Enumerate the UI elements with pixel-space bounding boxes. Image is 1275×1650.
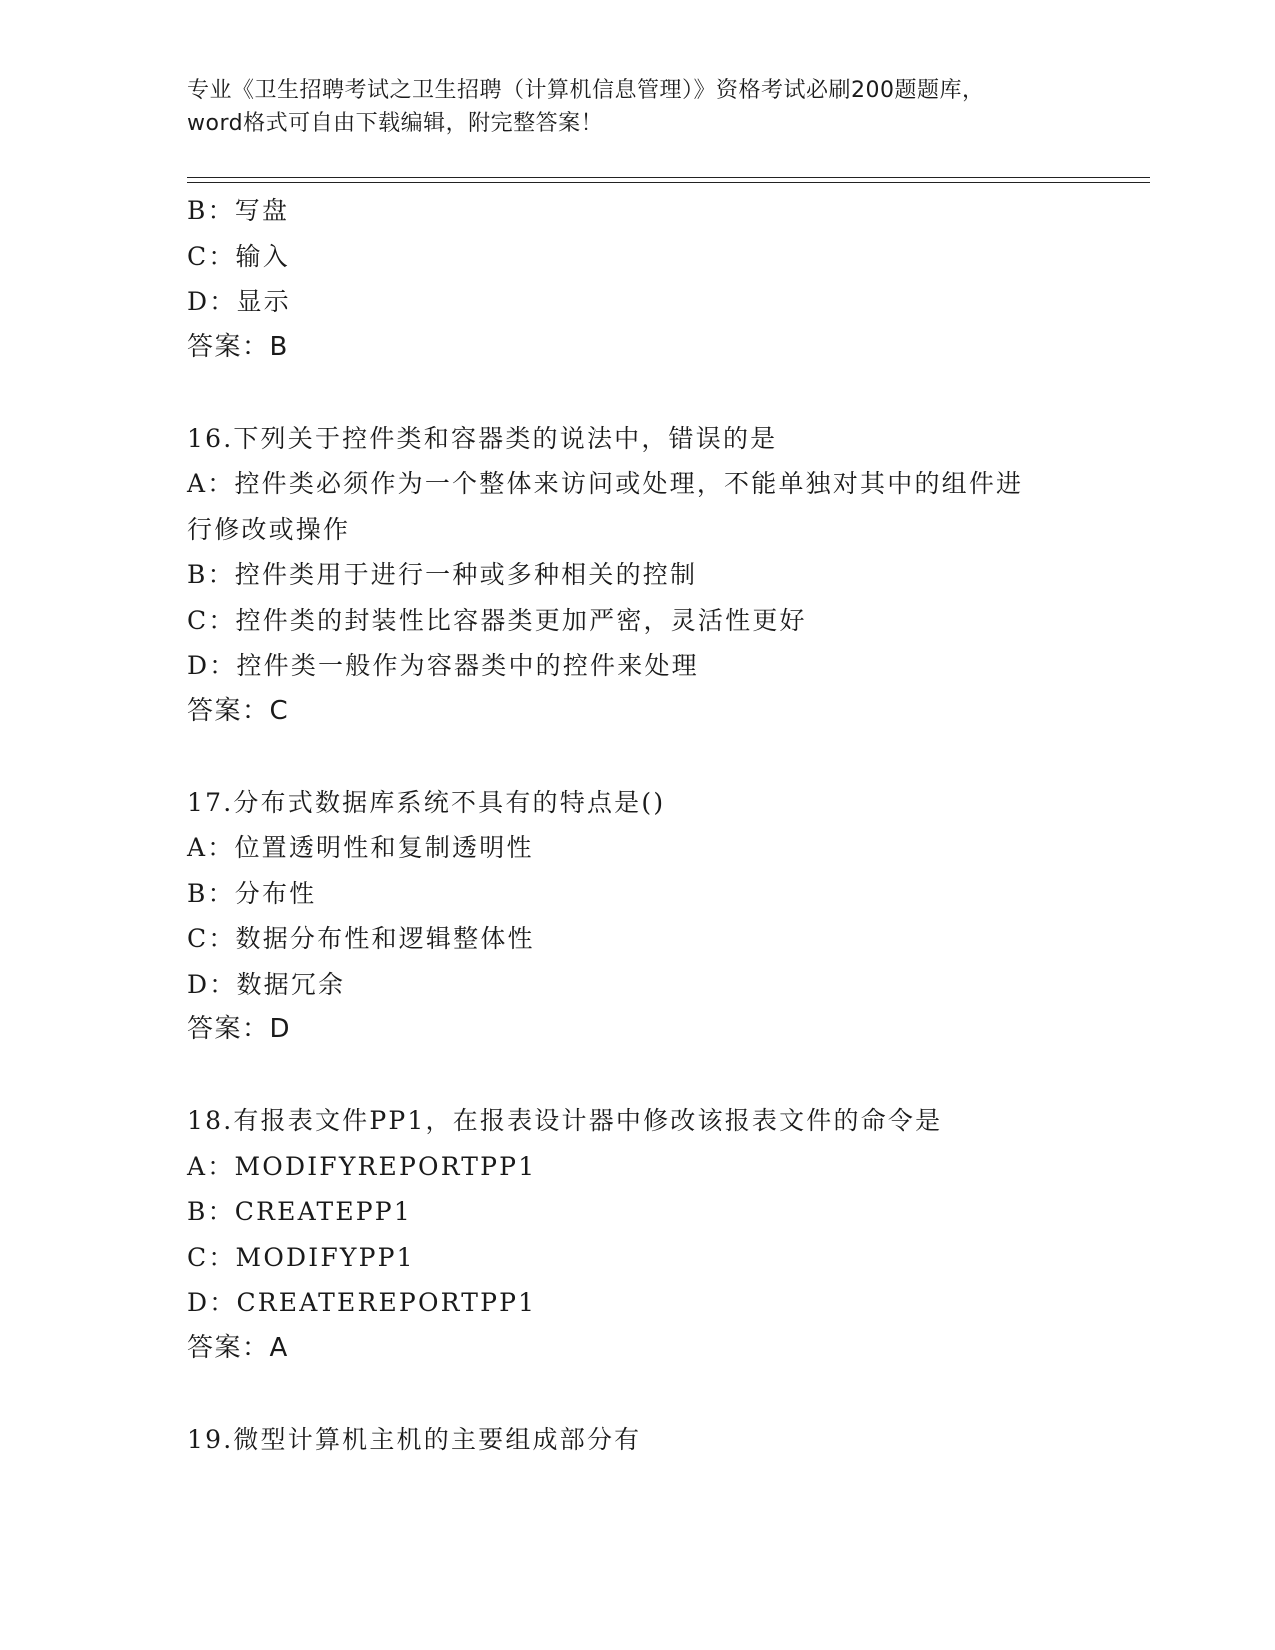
option-c: C：MODIFYPP1 [187, 1242, 415, 1272]
document-header [187, 74, 1087, 140]
option-d: D：显示 [187, 287, 291, 316]
spacer [187, 370, 1127, 416]
option-c: C：输入 [187, 241, 290, 271]
question-stem: 19.微型计算机主机的主要组成部分有 [187, 1424, 642, 1454]
option-b: B：CREATEPP1 [187, 1197, 412, 1226]
option-a: A：MODIFYREPORTPP1 [187, 1151, 537, 1181]
option-d: D：控件类一般作为容器类中的控件来处理 [187, 651, 699, 680]
option-c: C：控件类的封装性比容器类更加严密，灵活性更好 [187, 605, 807, 635]
header-title-line-2: word格式可自由下载编辑，附完整答案！ [187, 111, 604, 136]
answer-line: 答案：C [187, 695, 290, 726]
option-b: B：分布性 [187, 878, 317, 908]
option-d: D：CREATEREPORTPP1 [187, 1288, 537, 1317]
question-block-17 [187, 780, 1127, 1053]
header-divider-bottom [187, 182, 1150, 183]
option-a: A：控件类必须作为一个整体来访问或处理，不能单独对其中的组件进 [187, 469, 1024, 498]
option-b: B：写盘 [187, 196, 290, 225]
header-title-line-1: 专业《卫生招聘考试之卫生招聘（计算机信息管理）》资格考试必刷200题题库， [187, 78, 985, 103]
spacer [187, 734, 1127, 780]
option-a: A：位置透明性和复制透明性 [187, 833, 534, 862]
spacer [187, 1053, 1127, 1099]
question-list [187, 188, 1127, 1462]
question-stem: 18.有报表文件PP1，在报表设计器中修改该报表文件的命令是 [187, 1106, 943, 1135]
question-block-15 [187, 188, 1127, 370]
header-divider-top [187, 177, 1150, 178]
option-c: C：数据分布性和逻辑整体性 [187, 924, 535, 953]
option-a-continued: 行修改或操作 [187, 514, 351, 544]
option-d: D：数据冗余 [187, 969, 346, 999]
question-block-16 [187, 416, 1127, 735]
spacer [187, 1371, 1127, 1417]
question-stem: 16.下列关于控件类和容器类的说法中，错误的是 [187, 423, 778, 453]
question-block-19 [187, 1417, 1127, 1463]
question-stem: 17.分布式数据库系统不具有的特点是() [187, 787, 666, 817]
option-b: B：控件类用于进行一种或多种相关的控制 [187, 560, 698, 589]
answer-line: 答案：D [187, 1014, 292, 1044]
question-block-18 [187, 1098, 1127, 1371]
answer-line: 答案：A [187, 1332, 289, 1363]
answer-line: 答案：B [187, 331, 289, 362]
